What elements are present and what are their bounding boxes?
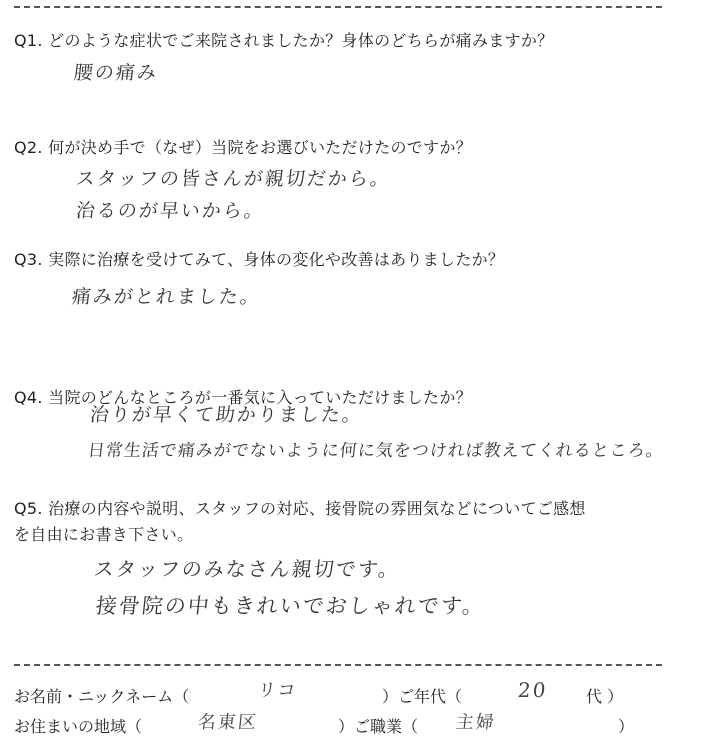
occupation-label: ）ご職業（: [338, 717, 419, 736]
question-5-continued: を自由にお書き下さい。: [14, 525, 194, 544]
age-value: 20: [516, 678, 549, 702]
answer-4-line-2: 日常生活で痛みがでないように何に気をつければ教えてくれるところ。: [86, 441, 665, 461]
answer-4-line-1: 治りが早くて助かりました。: [88, 404, 365, 426]
question-2: Q2. 何が決め手で（なぜ）当院をお選びいただけたのですか？: [14, 138, 472, 157]
name-value: リコ: [256, 680, 299, 701]
footer-divider: [14, 664, 662, 666]
area-label: お住まいの地域（: [14, 717, 143, 736]
question-1: Q1. どのような症状でご来院されましたか？身体のどちらが痛みますか？: [14, 31, 554, 50]
answer-2-line-2: 治るのが早いから。: [74, 200, 267, 222]
area-value: 名東区: [196, 712, 259, 733]
answer-1-line-1: 腰の痛み: [72, 62, 160, 84]
age-unit: 代 ）: [586, 687, 624, 706]
age-label: ）ご年代（: [382, 687, 463, 706]
answer-5-line-1: スタッフのみなさん親切です。: [92, 557, 402, 581]
top-divider: [14, 6, 662, 8]
question-4: Q4. 当院のどんなところが一番気に入っていただけましたか？: [14, 388, 472, 407]
question-5: Q5. 治療の内容や説明、スタッフの対応、接骨院の雰囲気などについてご感想: [14, 499, 586, 518]
occupation-value: 主婦: [454, 712, 497, 733]
answer-2-line-1: スタッフの皆さんが親切だから。: [74, 168, 393, 190]
question-3: Q3. 実際に治療を受けてみて、身体の変化や改善はありましたか？: [14, 250, 505, 269]
answer-5-line-2: 接骨院の中もきれいでおしゃれです。: [94, 594, 487, 618]
answer-3-line-1: 痛みがとれました。: [70, 286, 263, 308]
name-label: お名前・ニックネーム（: [14, 687, 190, 706]
occupation-close: ）: [618, 717, 635, 736]
